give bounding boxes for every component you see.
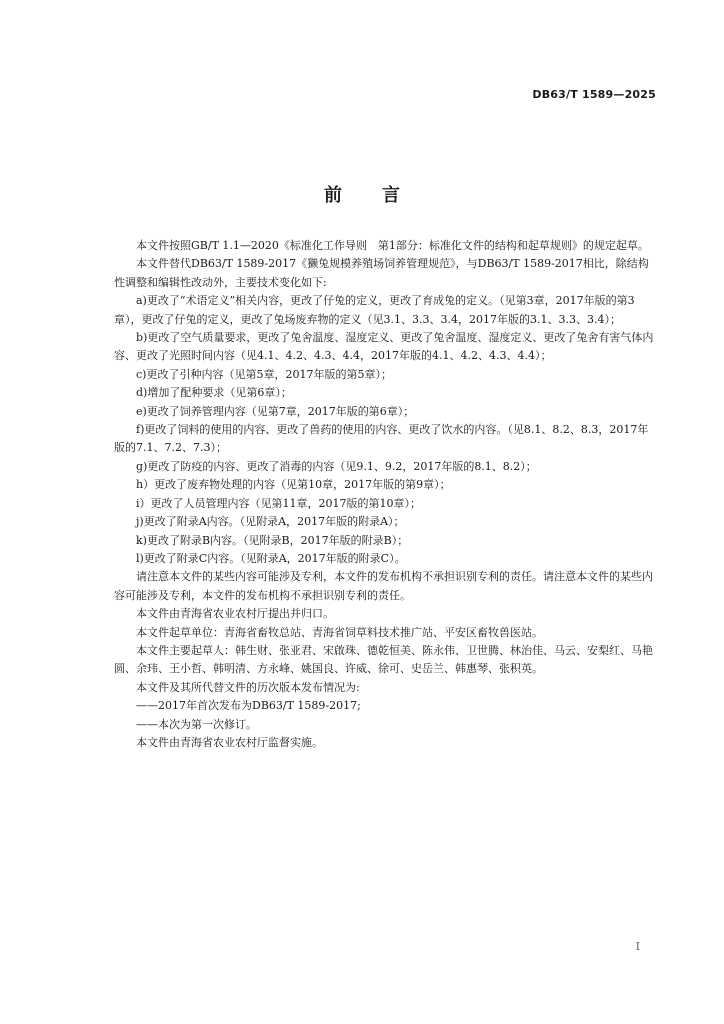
paragraph-drafting-basis: 本文件按照GB/T 1.1—2020《标准化工作导则 第1部分：标准化文件的结构和起草规则》的规定起草。 bbox=[136, 239, 649, 252]
change-item-j: j)更改了附录A内容。（见附录A，2017年版的附录A）； bbox=[136, 515, 405, 529]
change-item-e: e)更改了饲养管理内容（见第7章，2017年版的第6章）； bbox=[136, 404, 415, 418]
drafting-units: 本文件起草单位：青海省畜牧总站、青海省饲草料技术推广站、平安区畜牧兽医站。 bbox=[136, 625, 543, 639]
change-item-d: d)增加了配种要求（见第6章）； bbox=[136, 386, 292, 400]
change-item-l: l)更改了附录C内容。（见附录A，2017年版的附录C）。 bbox=[136, 551, 406, 565]
page-title: 前言 bbox=[324, 185, 440, 206]
page-number: I bbox=[635, 940, 640, 953]
change-item-i: i）更改了人员管理内容（见第11章，2017版的第10章）； bbox=[136, 496, 422, 510]
paragraph-replacement: 本文件替代DB63/T 1589-2017《獭兔规模养殖场饲养管理规范》，与DB63/T 1589-2017相比，除结构性调整和编辑性改动外，主要技术变化如下: bbox=[114, 257, 649, 289]
change-item-a: a)更改了“术语定义”相关内容，更改了仔兔的定义，更改了育成兔的定义。（见第3章，2017年版的第3章），更改了仔兔的定义，更改了兔场废弃物的定义（见3.1、3.3、3.4，2017年版的3.1、3.3、3.4）； bbox=[114, 294, 635, 326]
change-item-c: c)更改了引种内容（见第5章，2017年版的第5章）； bbox=[136, 367, 392, 381]
change-item-g: g)更改了防疫的内容、更改了消毒的内容（见9.1、9.2，2017年版的8.1、8.2）； bbox=[136, 459, 537, 473]
patent-notice: 请注意本文件的某些内容可能涉及专利，本文件的发布机构不承担识别专利的责任。请注意本文件的某些内容可能涉及专利，本文件的发布机构不承担识别专利的责任。 bbox=[114, 570, 653, 602]
change-item-b: b)更改了空气质量要求，更改了兔舍温度、湿度定义、更改了兔舍温度、湿度定义、更改了兔舍有害气体内容、更改了光照时间内容（见4.1、4.2、4.3、4.4，2017年版的4.1、4.2、4.3、4.4）； bbox=[114, 331, 654, 363]
change-item-f: f)更改了饲料的使用的内容、更改了兽药的使用的内容、更改了饮水的内容。（见8.1、8.2、8.3，2017年版的7.1、7.2、7.3）； bbox=[114, 423, 649, 455]
document-number: DB63/T 1589—2025 bbox=[532, 88, 656, 101]
history-item-first: ——2017年首次发布为DB63/T 1589-2017; bbox=[136, 699, 361, 713]
foreword-body bbox=[114, 237, 658, 752]
history-item-revision: ——本次为第一次修订。 bbox=[136, 717, 257, 731]
proposer-statement: 本文件由青海省农业农村厅提出并归口。 bbox=[136, 607, 334, 621]
supervision-statement: 本文件由青海省农业农村厅监督实施。 bbox=[136, 735, 323, 749]
history-intro: 本文件及其所代替文件的历次版本发布情况为: bbox=[136, 680, 360, 694]
drafters: 本文件主要起草人：韩生财、张亚君、宋啟珠、德乾恒美、陈永伟、卫世腾、林治佳、马云、安梨红、马艳圆、余玮、王小哲、韩明清、方永峰、姚国良、许威、徐可、史岳兰、韩惠琴、张积英。 bbox=[114, 643, 653, 676]
change-item-h: h）更改了废弃物处理的内容（见第10章，2017年版的第9章）； bbox=[136, 478, 451, 492]
change-item-k: k)更改了附录B内容。（见附录B，2017年版的附录B）； bbox=[136, 533, 409, 547]
